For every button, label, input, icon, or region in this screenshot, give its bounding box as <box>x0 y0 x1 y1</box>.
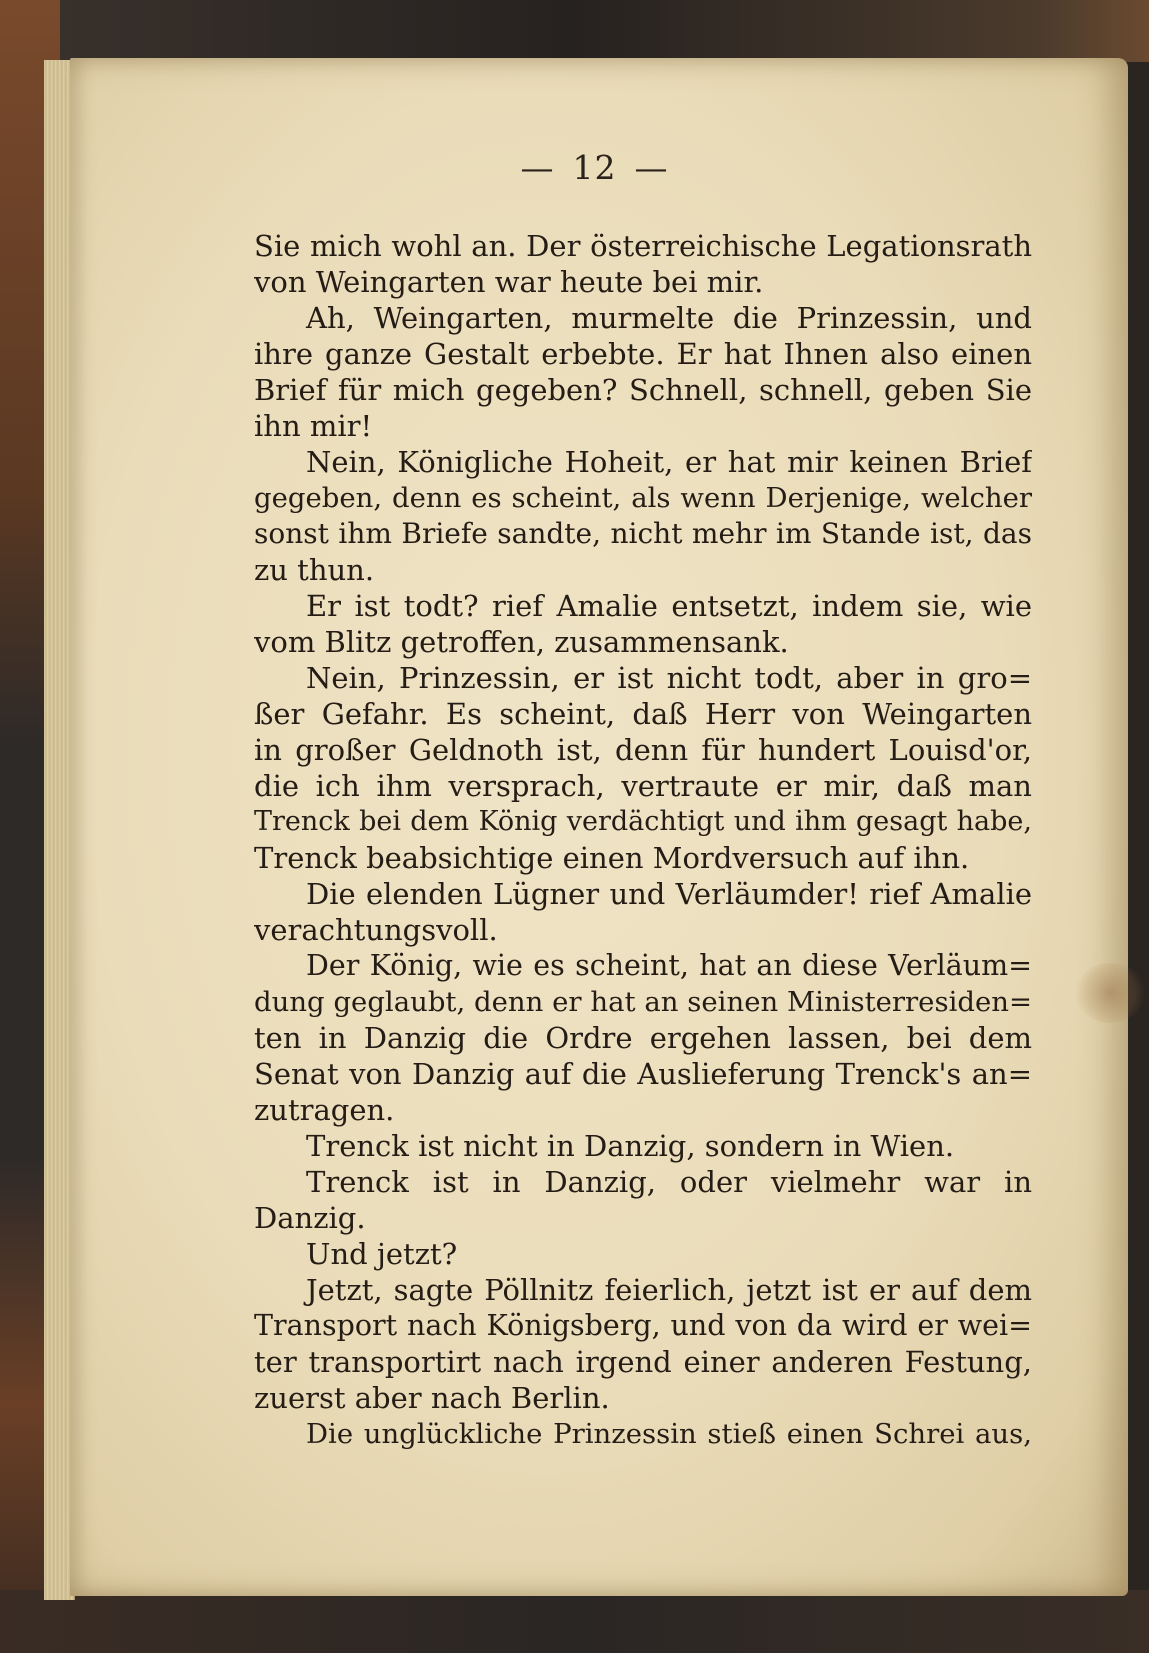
text-line: Sie mich wohl an. Der österreichische Legationsrath <box>254 229 1032 263</box>
text-line: Jetzt, sagte Pöllnitz feierlich, jetzt ist er auf dem <box>306 1273 1032 1307</box>
page-number-dash-right: — <box>634 148 669 187</box>
text-line: zuerst aber nach Berlin. <box>254 1381 610 1415</box>
text-line: ihn mir! <box>254 409 373 443</box>
text-line: verachtungsvoll. <box>254 913 498 947</box>
text-line: ihre ganze Gestalt erbebte. Er hat Ihnen also einen <box>254 337 1032 371</box>
text-line: die ich ihm versprach, vertraute er mir, daß man <box>254 769 1032 803</box>
text-line: vom Blitz getroffen, zusammensank. <box>254 625 789 659</box>
text-line: Die unglückliche Prinzessin stieß einen Schrei aus, <box>306 1418 1032 1450</box>
text-line: in großer Geldnoth ist, denn für hundert Louisd'or, <box>254 733 1032 767</box>
text-line: Trenck ist nicht in Danzig, sondern in Wien. <box>306 1129 955 1163</box>
text-line: ter transportirt nach irgend einer anderen Festung, <box>254 1345 1032 1379</box>
text-line: Trenck beabsichtige einen Mordversuch auf ihn. <box>254 841 970 875</box>
text-line: gegeben, denn es scheint, als wenn Derjenige, welcher <box>254 482 1032 514</box>
text-line: Trenck bei dem König verdächtigt und ihm gesagt habe, <box>254 806 1032 837</box>
text-line: Nein, Königliche Hoheit, er hat mir keinen Brief <box>306 445 1032 479</box>
text-line: Ah, Weingarten, murmelte die Prinzessin, und <box>306 301 1032 335</box>
page-number <box>0 148 1149 187</box>
text-line: ten in Danzig die Ordre ergehen lassen, bei dem <box>254 1021 1032 1055</box>
page-number-value: 12 <box>572 148 617 187</box>
book-cover-bottom <box>0 1590 1149 1653</box>
page-stain <box>1075 963 1145 1023</box>
text-line: Senat von Danzig auf die Auslieferung Trenck's an= <box>254 1057 1032 1091</box>
text-line: ßer Gefahr. Es scheint, daß Herr von Weingarten <box>254 697 1032 731</box>
text-line: Brief für mich gegeben? Schnell, schnell, geben Sie <box>254 373 1032 407</box>
text-line: Trenck ist in Danzig, oder vielmehr war in <box>306 1165 1032 1199</box>
text-line: zutragen. <box>254 1093 395 1127</box>
text-line: Transport nach Königsberg, und von da wird er wei= <box>254 1309 1032 1342</box>
text-line: Der König, wie es scheint, hat an diese Verläum= <box>306 949 1032 982</box>
text-line: sonst ihm Briefe sandte, nicht mehr im Stande ist, das <box>254 517 1032 550</box>
text-line: von Weingarten war heute bei mir. <box>254 265 764 299</box>
book-cover-top <box>0 0 1149 62</box>
text-line: zu thun. <box>254 553 375 587</box>
text-line: Er ist todt? rief Amalie entsetzt, indem sie, wie <box>306 589 1032 623</box>
page-number-dash-left: — <box>520 148 555 187</box>
text-line: Nein, Prinzessin, er ist nicht todt, aber in gro= <box>306 661 1032 695</box>
text-line: dung geglaubt, denn er hat an seinen Ministerresiden= <box>254 986 1032 1018</box>
text-line: Und jetzt? <box>306 1237 458 1271</box>
text-line: Die elenden Lügner und Verläumder! rief Amalie <box>306 877 1032 911</box>
text-line: Danzig. <box>254 1201 366 1235</box>
